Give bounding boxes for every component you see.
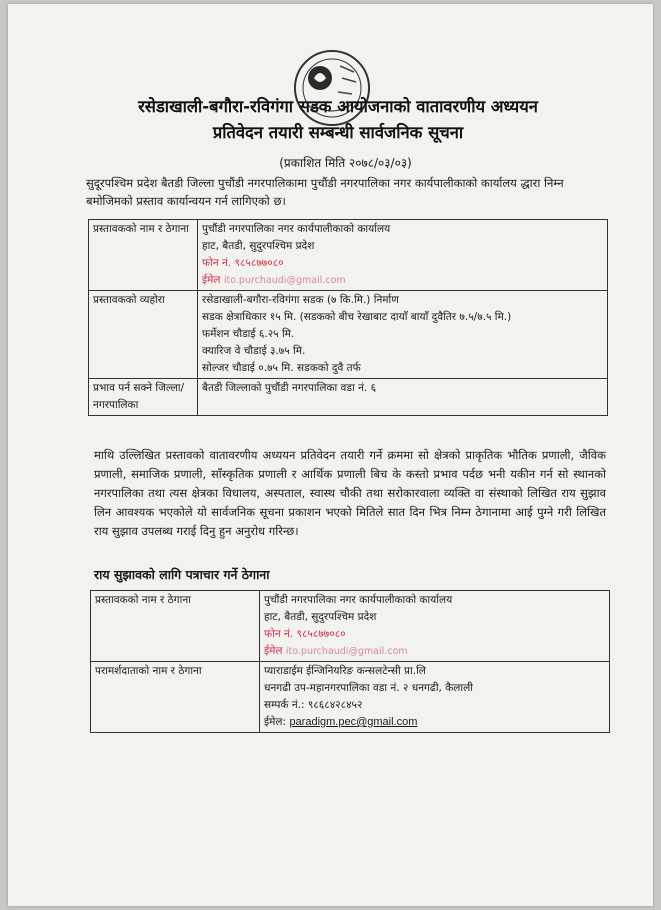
table-row <box>89 379 608 416</box>
affected-area-value: बैतडी जिल्लाको पुचौंडी नगरपालिका वडा नं. ६ <box>198 379 608 416</box>
email-label: ईमेल: <box>264 716 287 728</box>
proposal-label: प्रस्तावकको व्यहोरा <box>89 291 198 379</box>
table-row <box>91 591 610 662</box>
proponent-name: पुचौंडी नगरपालिका नगर कार्यपालीकाको कार्यालय <box>264 594 453 606</box>
proponent-address: हाट, बैतडी, सुदुरपश्चिम प्रदेश <box>264 611 377 623</box>
notice-page <box>8 4 653 906</box>
table-row <box>89 291 608 379</box>
correspondence-heading: राय सुझावको लागि पत्राचार गर्ने ठेगाना <box>94 567 270 582</box>
intro-text: सुदूरपश्चिम प्रदेश बैतडी जिल्ला पुचौंडी नगरपालिकामा पुचौंडी नगरपालिका नगर कार्यपालीकाको कार्यालय द्धारा निम्न बमोजिमको प्रस्ताव कार्यान्वयन गर्न लागिएको छ। <box>86 176 564 208</box>
proposal-line: सडक क्षेत्राधिकार १५ मि. (सडकको बीच रेखाबाट दायाँ बायाँ दुवैतिर ७.५/७.५ मि.) <box>202 311 512 323</box>
proponent-phone: फोन नं. ९८५८७७०८० <box>264 628 346 640</box>
consultant-name: प्याराडाईम ईन्जिनियरिङ कन्सलटेन्सी प्रा.लि <box>264 665 426 677</box>
proposal-line: रसेडाखाली-बगौरा-रविगंगा सडक (७ कि.मि.) निर्माण <box>202 294 399 306</box>
notice-title-line2: प्रतिवेदन तयारी सम्बन्धी सार्वजनिक सूचना <box>212 123 464 142</box>
proponent-email: ito.purchaudi@gmail.com <box>285 646 408 657</box>
consultant-address: धनगढी उप-महानगरपालिका वडा नं. २ धनगढी, कैलाली <box>264 682 473 694</box>
affected-area-label: प्रभाव पर्न सक्ने जिल्ला/नगरपालिका <box>89 379 198 416</box>
email-label: ईमेल <box>264 645 283 657</box>
proponent-email-row <box>202 272 603 289</box>
proponent-email-row <box>264 643 605 660</box>
consultant-details <box>260 662 610 733</box>
proposal-line: फर्मेशन चौडाई ६.२५ मि. <box>202 328 295 340</box>
consultant-label: परामर्शदाताको नाम र ठेगाना <box>91 662 260 733</box>
correspondence-table <box>90 590 610 733</box>
proponent-details <box>198 220 608 291</box>
proponent-phone: फोन नं. ९८५८७७०८० <box>202 257 284 269</box>
consultant-email-row <box>264 714 605 731</box>
email-label: ईमेल <box>202 274 221 286</box>
proponent-details <box>260 591 610 662</box>
proponent-label: प्रस्तावकको नाम र ठेगाना <box>91 591 260 662</box>
proponent-label: प्रस्तावकको नाम र ठेगाना <box>89 220 198 291</box>
project-info-table <box>88 219 608 416</box>
table-row <box>91 662 610 733</box>
consultant-email-link[interactable]: paradigm.pec@gmail.com <box>289 716 418 728</box>
proposal-line: क्यारिज वे चौडाई ३.७५ मि. <box>202 345 306 357</box>
body-paragraph: माथि उल्लिखित प्रस्तावको वातावरणीय अध्ययन प्रतिवेदन तयारी गर्ने क्रममा सो क्षेत्रको प्राकृतिक भौतिक प्रणाली, जैविक प्रणाली, समाजिक प्रणाली, साँस्कृतिक प्रणाली र आर्थिक प्रणाली बिच के कस्तो प्रभाव पर्दछ भनी यकीन गर्न सो स्थानको नगरपालिका तथा त्यस क्षेत्रका विधालय, अस्पताल, स्वास्थ चौकी तथा सरोकारवाला व्यक्ति वा संस्थाको लिखित राय सुझाव लिन आवश्यक भएकोले यो सार्वजनिक सूचना प्रकाशन भएको मितिले सात दिन भित्र निम्न ठेगानामा आई पुग्ने गरी लिखित राय सुझाव उपलब्ध गराई दिनु हुन अनुरोध गरिन्छ। <box>94 448 606 538</box>
proponent-email: ito.purchaudi@gmail.com <box>223 275 346 286</box>
consultant-phone: सम्पर्क नं.: ९८६८४२८४५२ <box>264 699 363 711</box>
notice-title-line1: रसेडाखाली-बगौरा-रविगंगा सडक आयोजनाको वातावरणीय अध्ययन <box>138 97 538 116</box>
table-row <box>89 220 608 291</box>
proposal-line: सोल्जर चौडाई ०.७५ मि. सडकको दुवै तर्फ <box>202 362 361 374</box>
proponent-address: हाट, बैतडी, सुदुरपश्चिम प्रदेश <box>202 240 315 252</box>
publication-date: (प्रकाशित मिति २०७८/०३/०३) <box>279 156 412 170</box>
proponent-name: पुचौंडी नगरपालिका नगर कार्यपालीकाको कार्यालय <box>202 223 391 235</box>
proposal-details <box>198 291 608 379</box>
